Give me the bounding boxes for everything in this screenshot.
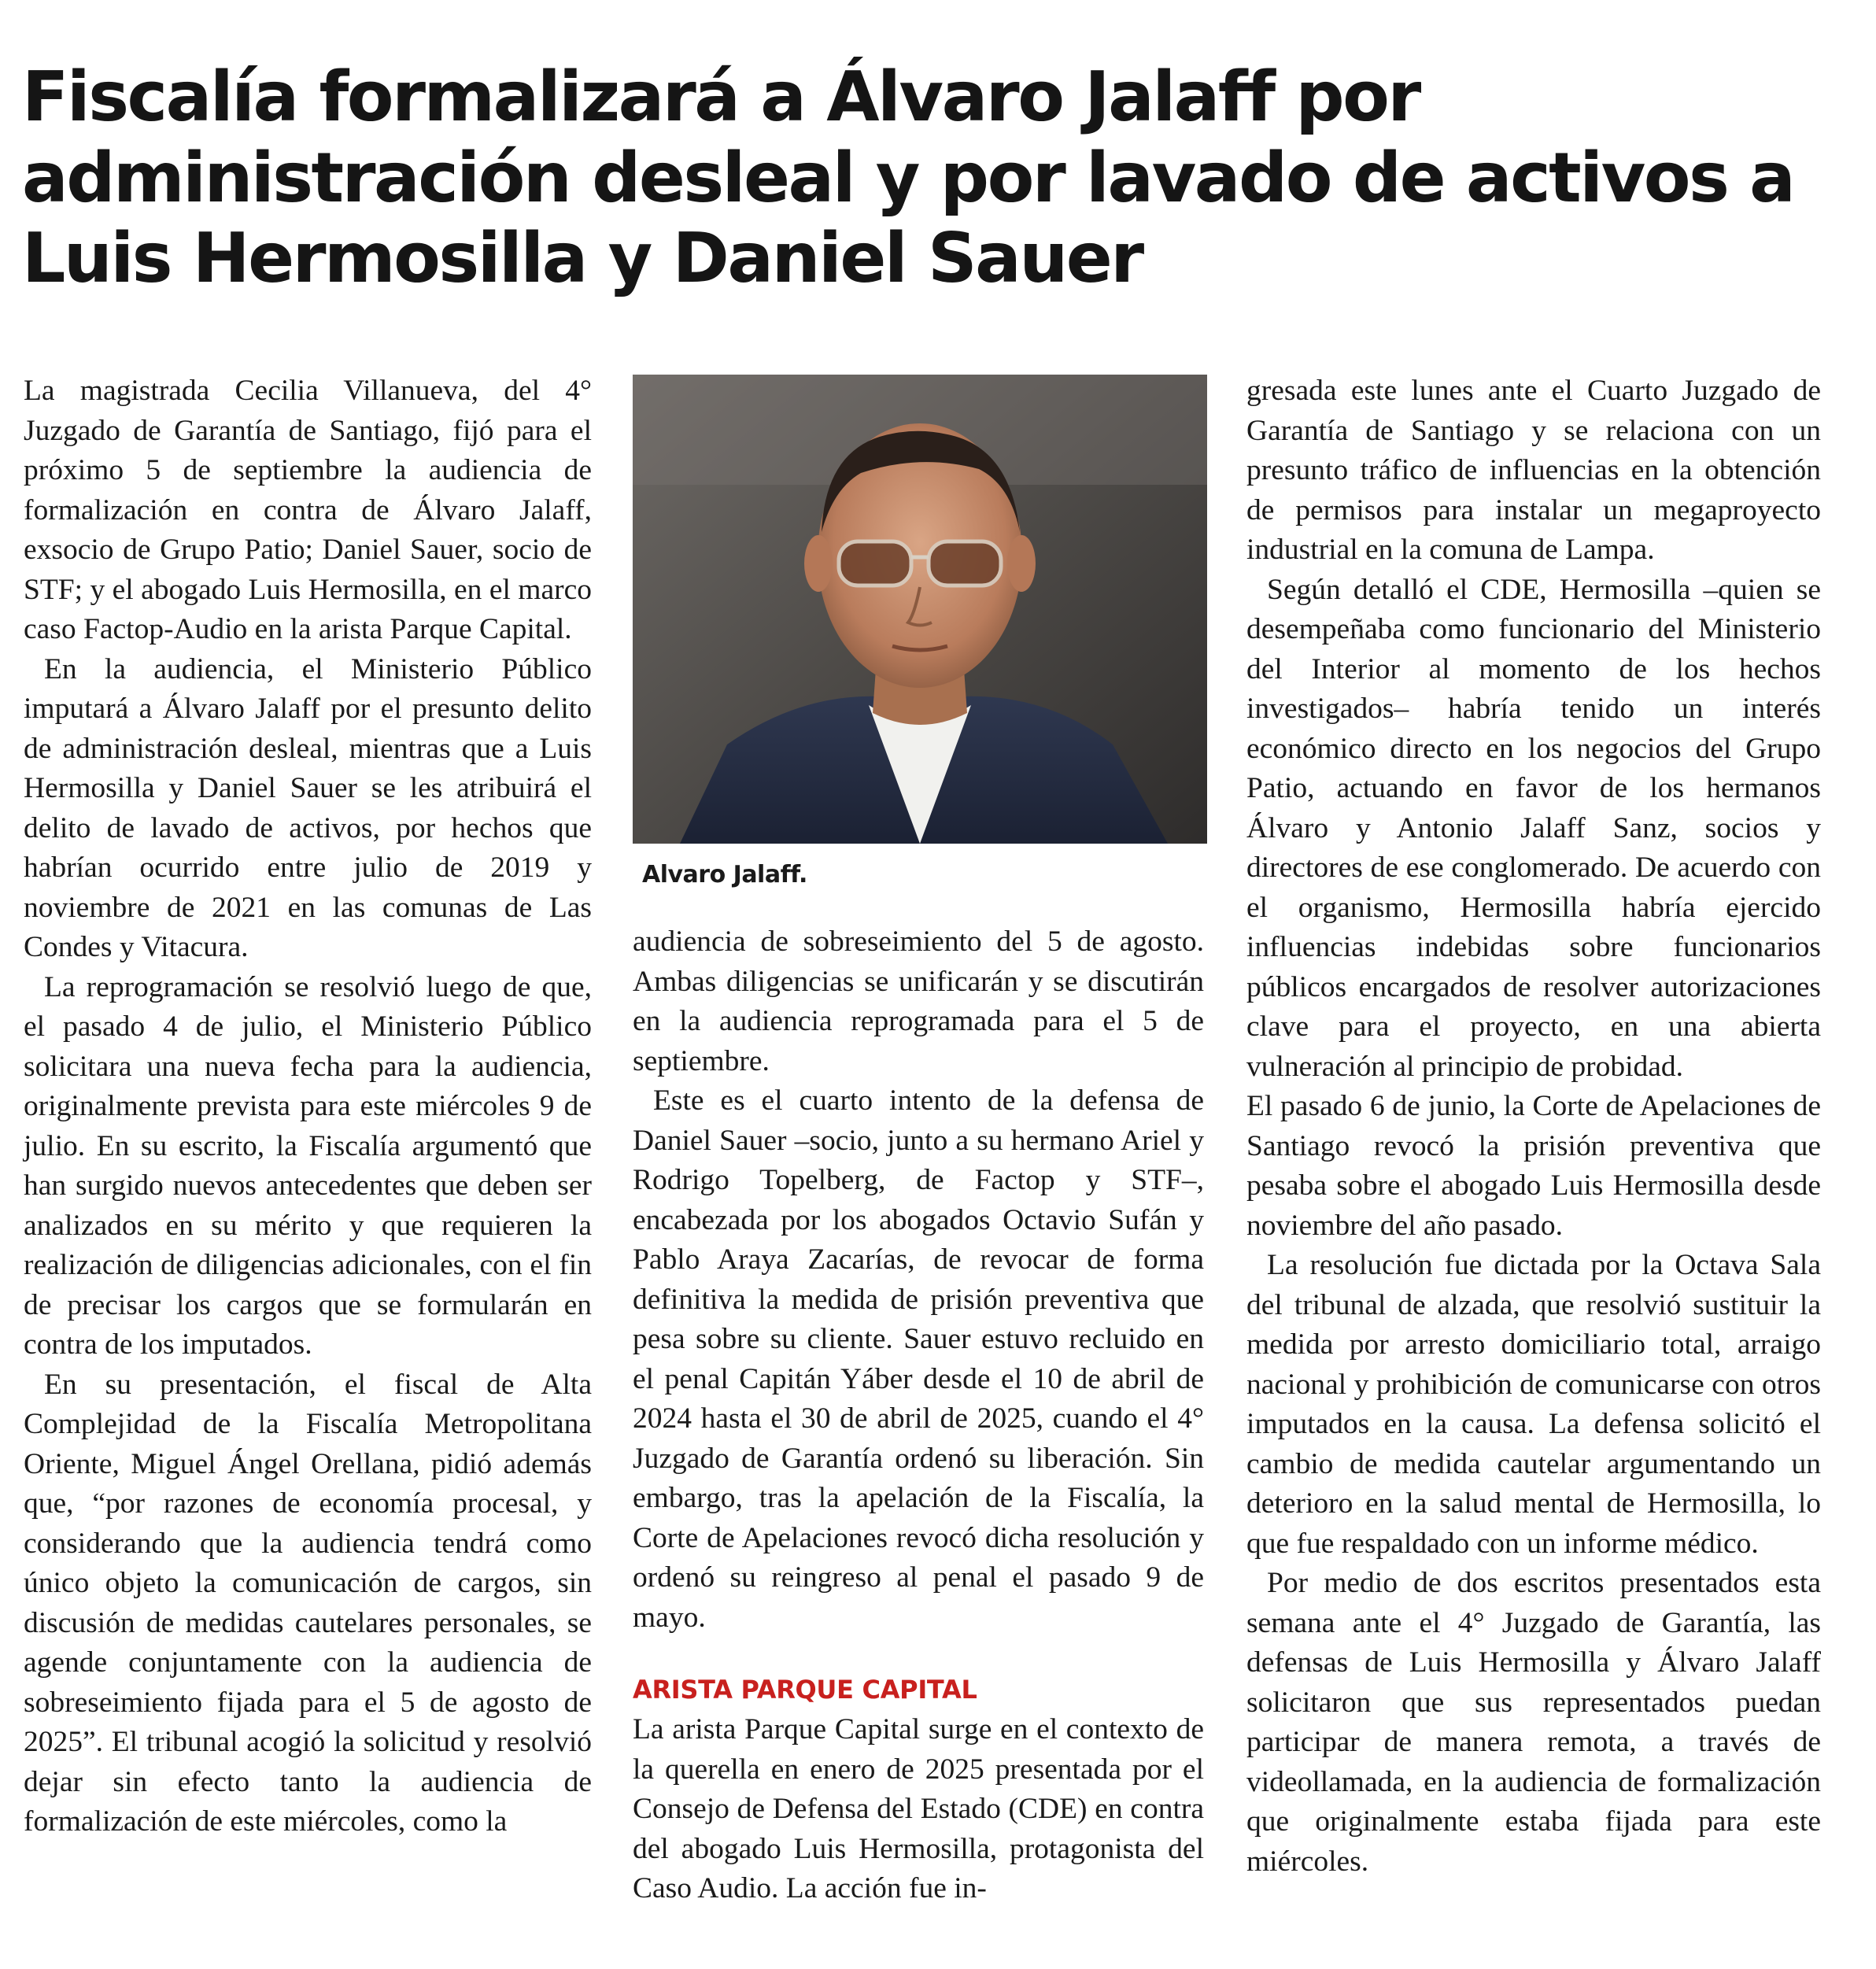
paragraph: gresada este lunes ante el Cuarto Juzgado de Garantía de Santiago y se relaciona con un presunto tráfico de influencias en la obtención de permisos para instalar un megaproyecto industrial en la comuna de Lampa. <box>1246 375 1821 566</box>
paragraph: Según detalló el CDE, Hermosilla –quien se desempeñaba como funcionario del Ministerio del Interior al momento de los hechos investigados– habría tenido un interés económico directo en los negocios del Grupo Patio, actuando en favor de los hermanos Álvaro y Antonio Jalaff Sanz, socios y directores de ese conglomerado. De acuerdo con el organismo, Hermosilla habría ejercido influencias indebidas sobre funcionarios públicos encargados de resolver autorizaciones clave para el proyecto, en una abierta vulneración al principio de probidad. <box>1246 573 1821 1083</box>
paragraph: En la audiencia, el Ministerio Público imputará a Álvaro Jalaff por el presunto delito de administración desleal, mientras que a Luis Hermosilla y Daniel Sauer se les atribuirá el delito de lavado de activos, por hechos que habrían ocurrido entre julio de 2019 y noviembre de 2021 en las comunas de Las Condes y Vitacura. <box>24 652 592 963</box>
paragraph: La magistrada Cecilia Villanueva, del 4° Juzgado de Garantía de Santiago, fijó para el próximo 5 de septiembre la audiencia de formalización en contra de Álvaro Jalaff, exsocio de Grupo Patio; Daniel Sauer, socio de STF; y el abogado Luis Hermosilla, en el marco caso Factop-Audio en la arista Parque Capital. <box>24 375 592 645</box>
paragraph: En su presentación, el fiscal de Alta Complejidad de la Fiscalía Metropolitana Oriente, Miguel Ángel Orellana, pidió además que, “por razones de economía procesal, y considerando que la audiencia tendrá como único objeto la comunicación de cargos, sin discusión de medidas cautelares personales, se agende conjuntamente con la audiencia de sobreseimiento fijada para el 5 de agosto de 2025”. El tribunal acogió la solicitud y resolvió dejar sin efecto tanto la audiencia de formalización de este miércoles, como la <box>24 1368 592 1838</box>
section-subhead: ARISTA PARQUE CAPITAL <box>633 1675 977 1705</box>
article-headline: Fiscalía formalizará a Álvaro Jalaff por administración desleal y por lavado de activos a Luis Hermosilla y Daniel Sauer <box>22 57 1794 299</box>
article-column-1 <box>24 371 592 1842</box>
portrait-photo <box>633 375 1207 844</box>
portrait-photo-icon <box>633 375 1207 844</box>
article-column-3 <box>1246 371 1821 1882</box>
paragraph: La arista Parque Capital surge en el contexto de la querella en enero de 2025 presentada por el Consejo de Defensa del Estado (CDE) en contra del abogado Luis Hermosilla, protagonista del Caso Audio. La acción fue in- <box>633 1713 1204 1904</box>
paragraph: audiencia de sobreseimiento del 5 de agosto. Ambas diligencias se unificarán y se discutirán en la audiencia reprogramada para el 5 de septiembre. <box>633 925 1204 1077</box>
photo-caption: Alvaro Jalaff. <box>642 861 807 888</box>
paragraph: Por medio de dos escritos presentados esta semana ante el 4° Juzgado de Garantía, las defensas de Luis Hermosilla y Álvaro Jalaff solicitaron que sus representados puedan participar de manera remota, a través de videollamada, en la audiencia de formalización que originalmente estaba fijada para este miércoles. <box>1246 1567 1821 1878</box>
paragraph: Este es el cuarto intento de la defensa de Daniel Sauer –socio, junto a su hermano Ariel y Rodrigo Topelberg, de Factop y STF–, encabezada por los abogados Octavio Sufán y Pablo Araya Zacarías, de revocar de forma definitiva la medida de prisión preventiva que pesa sobre su cliente. Sauer estuvo recluido en el penal Capitán Yáber desde el 10 de abril de 2024 hasta el 30 de abril de 2025, cuando el 4° Juzgado de Garantía ordenó su liberación. Sin embargo, tras la apelación de la Fiscalía, la Corte de Apelaciones revocó dicha resolución y ordenó su reingreso al penal el pasado 9 de mayo. <box>633 1084 1204 1634</box>
paragraph: La resolución fue dictada por la Octava Sala del tribunal de alzada, que resolvió sustituir la medida por arresto domiciliario total, arraigo nacional y prohibición de comunicarse con otros imputados en la causa. La defensa solicitó el cambio de medida cautelar argumentando un deterioro en la salud mental de Hermosilla, lo que fue respaldado con un informe médico. <box>1246 1249 1821 1560</box>
article-column-2 <box>633 922 1204 1909</box>
paragraph: La reprogramación se resolvió luego de que, el pasado 4 de julio, el Ministerio Público solicitara una nueva fecha para la audiencia, originalmente prevista para este miércoles 9 de julio. En su escrito, la Fiscalía argumentó que han surgido nuevos antecedentes que deben ser analizados en su mérito y que requieren la realización de diligencias adicionales, con el fin de precisar los cargos que se formularán en contra de los imputados. <box>24 970 592 1361</box>
paragraph: El pasado 6 de junio, la Corte de Apelaciones de Santiago revocó la prisión preventiva que pesaba sobre el abogado Luis Hermosilla desde noviembre del año pasado. <box>1246 1090 1821 1242</box>
